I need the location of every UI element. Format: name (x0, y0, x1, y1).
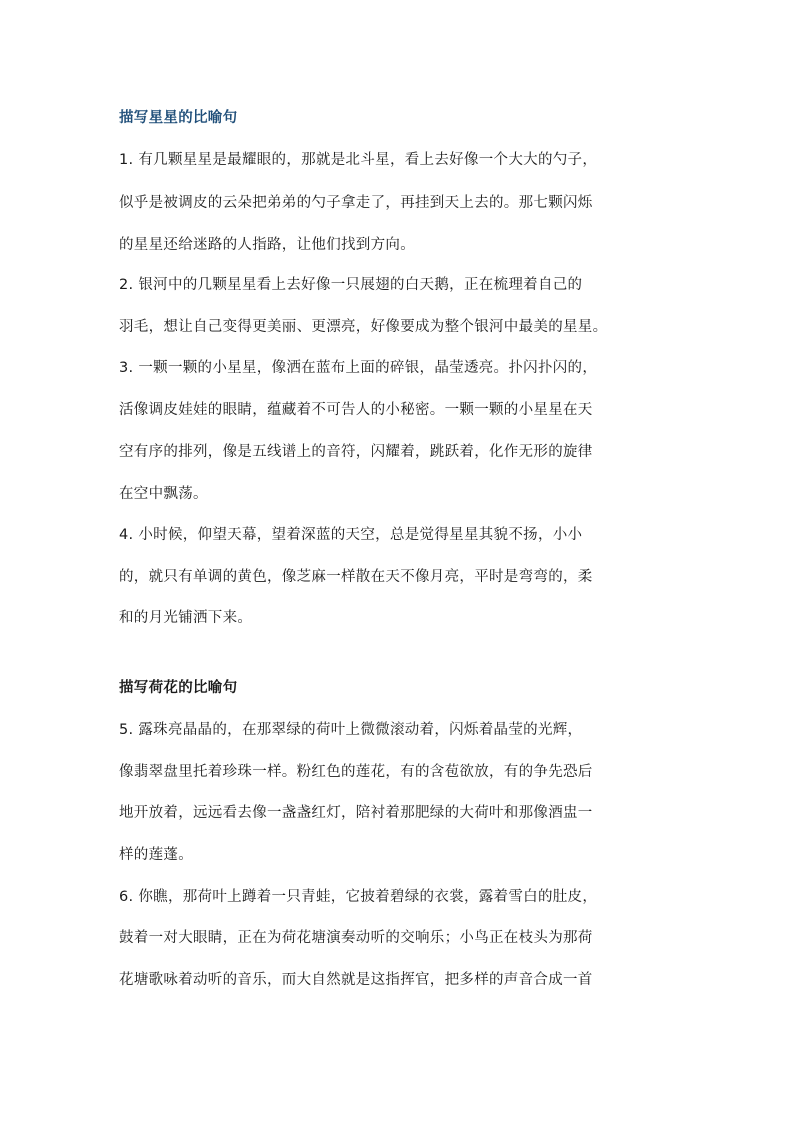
paragraph-line: 花塘歌咏着动听的音乐，而大自然就是这指挥官，把多样的声音合成一首 (119, 972, 593, 988)
paragraph-line: 羽毛，想让自己变得更美丽、更漂亮，好像要成为整个银河中最美的星星。 (119, 319, 608, 335)
paragraph-line: 在空中飘荡。 (119, 486, 208, 502)
paragraph-line: 2. 银河中的几颗星星看上去好像一只展翅的白天鹅，正在梳理着自己的 (119, 277, 583, 293)
paragraph-line: 和的月光铺洒下来。 (119, 610, 253, 626)
paragraph-line: 5. 露珠亮晶晶的，在那翠绿的荷叶上微微滚动着，闪烁着晶莹的光辉， (119, 722, 583, 738)
paragraph-line: 4. 小时候，仰望天幕，望着深蓝的天空，总是觉得星星其貌不扬，小小 (119, 527, 583, 543)
paragraph-line: 活像调皮娃娃的眼睛，蕴藏着不可告人的小秘密。一颗一颗的小星星在天 (119, 402, 593, 418)
paragraph-line: 样的莲蓬。 (119, 847, 193, 863)
paragraph-line: 3. 一颗一颗的小星星，像洒在蓝布上面的碎银，晶莹透亮。扑闪扑闪的， (119, 360, 598, 376)
paragraph-line: 的，就只有单调的黄色，像芝麻一样散在天不像月亮，平时是弯弯的，柔 (119, 569, 593, 585)
paragraph-line: 像翡翠盘里托着珍珠一样。粉红色的莲花，有的含苞欲放，有的争先恐后 (119, 764, 593, 780)
paragraph-line: 空有序的排列，像是五线谱上的音符，闪耀着，跳跃着，化作无形的旋律 (119, 444, 593, 460)
paragraph-line: 地开放着，远远看去像一盏盏红灯，陪衬着那肥绿的大荷叶和那像酒盅一 (119, 805, 593, 821)
paragraph-line: 1. 有几颗星星是最耀眼的，那就是北斗星，看上去好像一个大大的勺子， (119, 152, 598, 168)
paragraph-line: 6. 你瞧，那荷叶上蹲着一只青蛙，它披着碧绿的衣裳，露着雪白的肚皮， (119, 889, 598, 905)
paragraph-line: 的星星还给迷路的人指路，让他们找到方向。 (119, 237, 415, 253)
section-heading-lotus: 描写荷花的比喻句 (119, 680, 238, 696)
section-heading-stars: 描写星星的比喻句 (119, 110, 238, 126)
paragraph-line: 似乎是被调皮的云朵把弟弟的勺子拿走了，再挂到天上去的。那七颗闪烁 (119, 195, 593, 211)
paragraph-line: 鼓着一对大眼睛，正在为荷花塘演奏动听的交响乐；小鸟正在枝头为那荷 (119, 930, 593, 946)
